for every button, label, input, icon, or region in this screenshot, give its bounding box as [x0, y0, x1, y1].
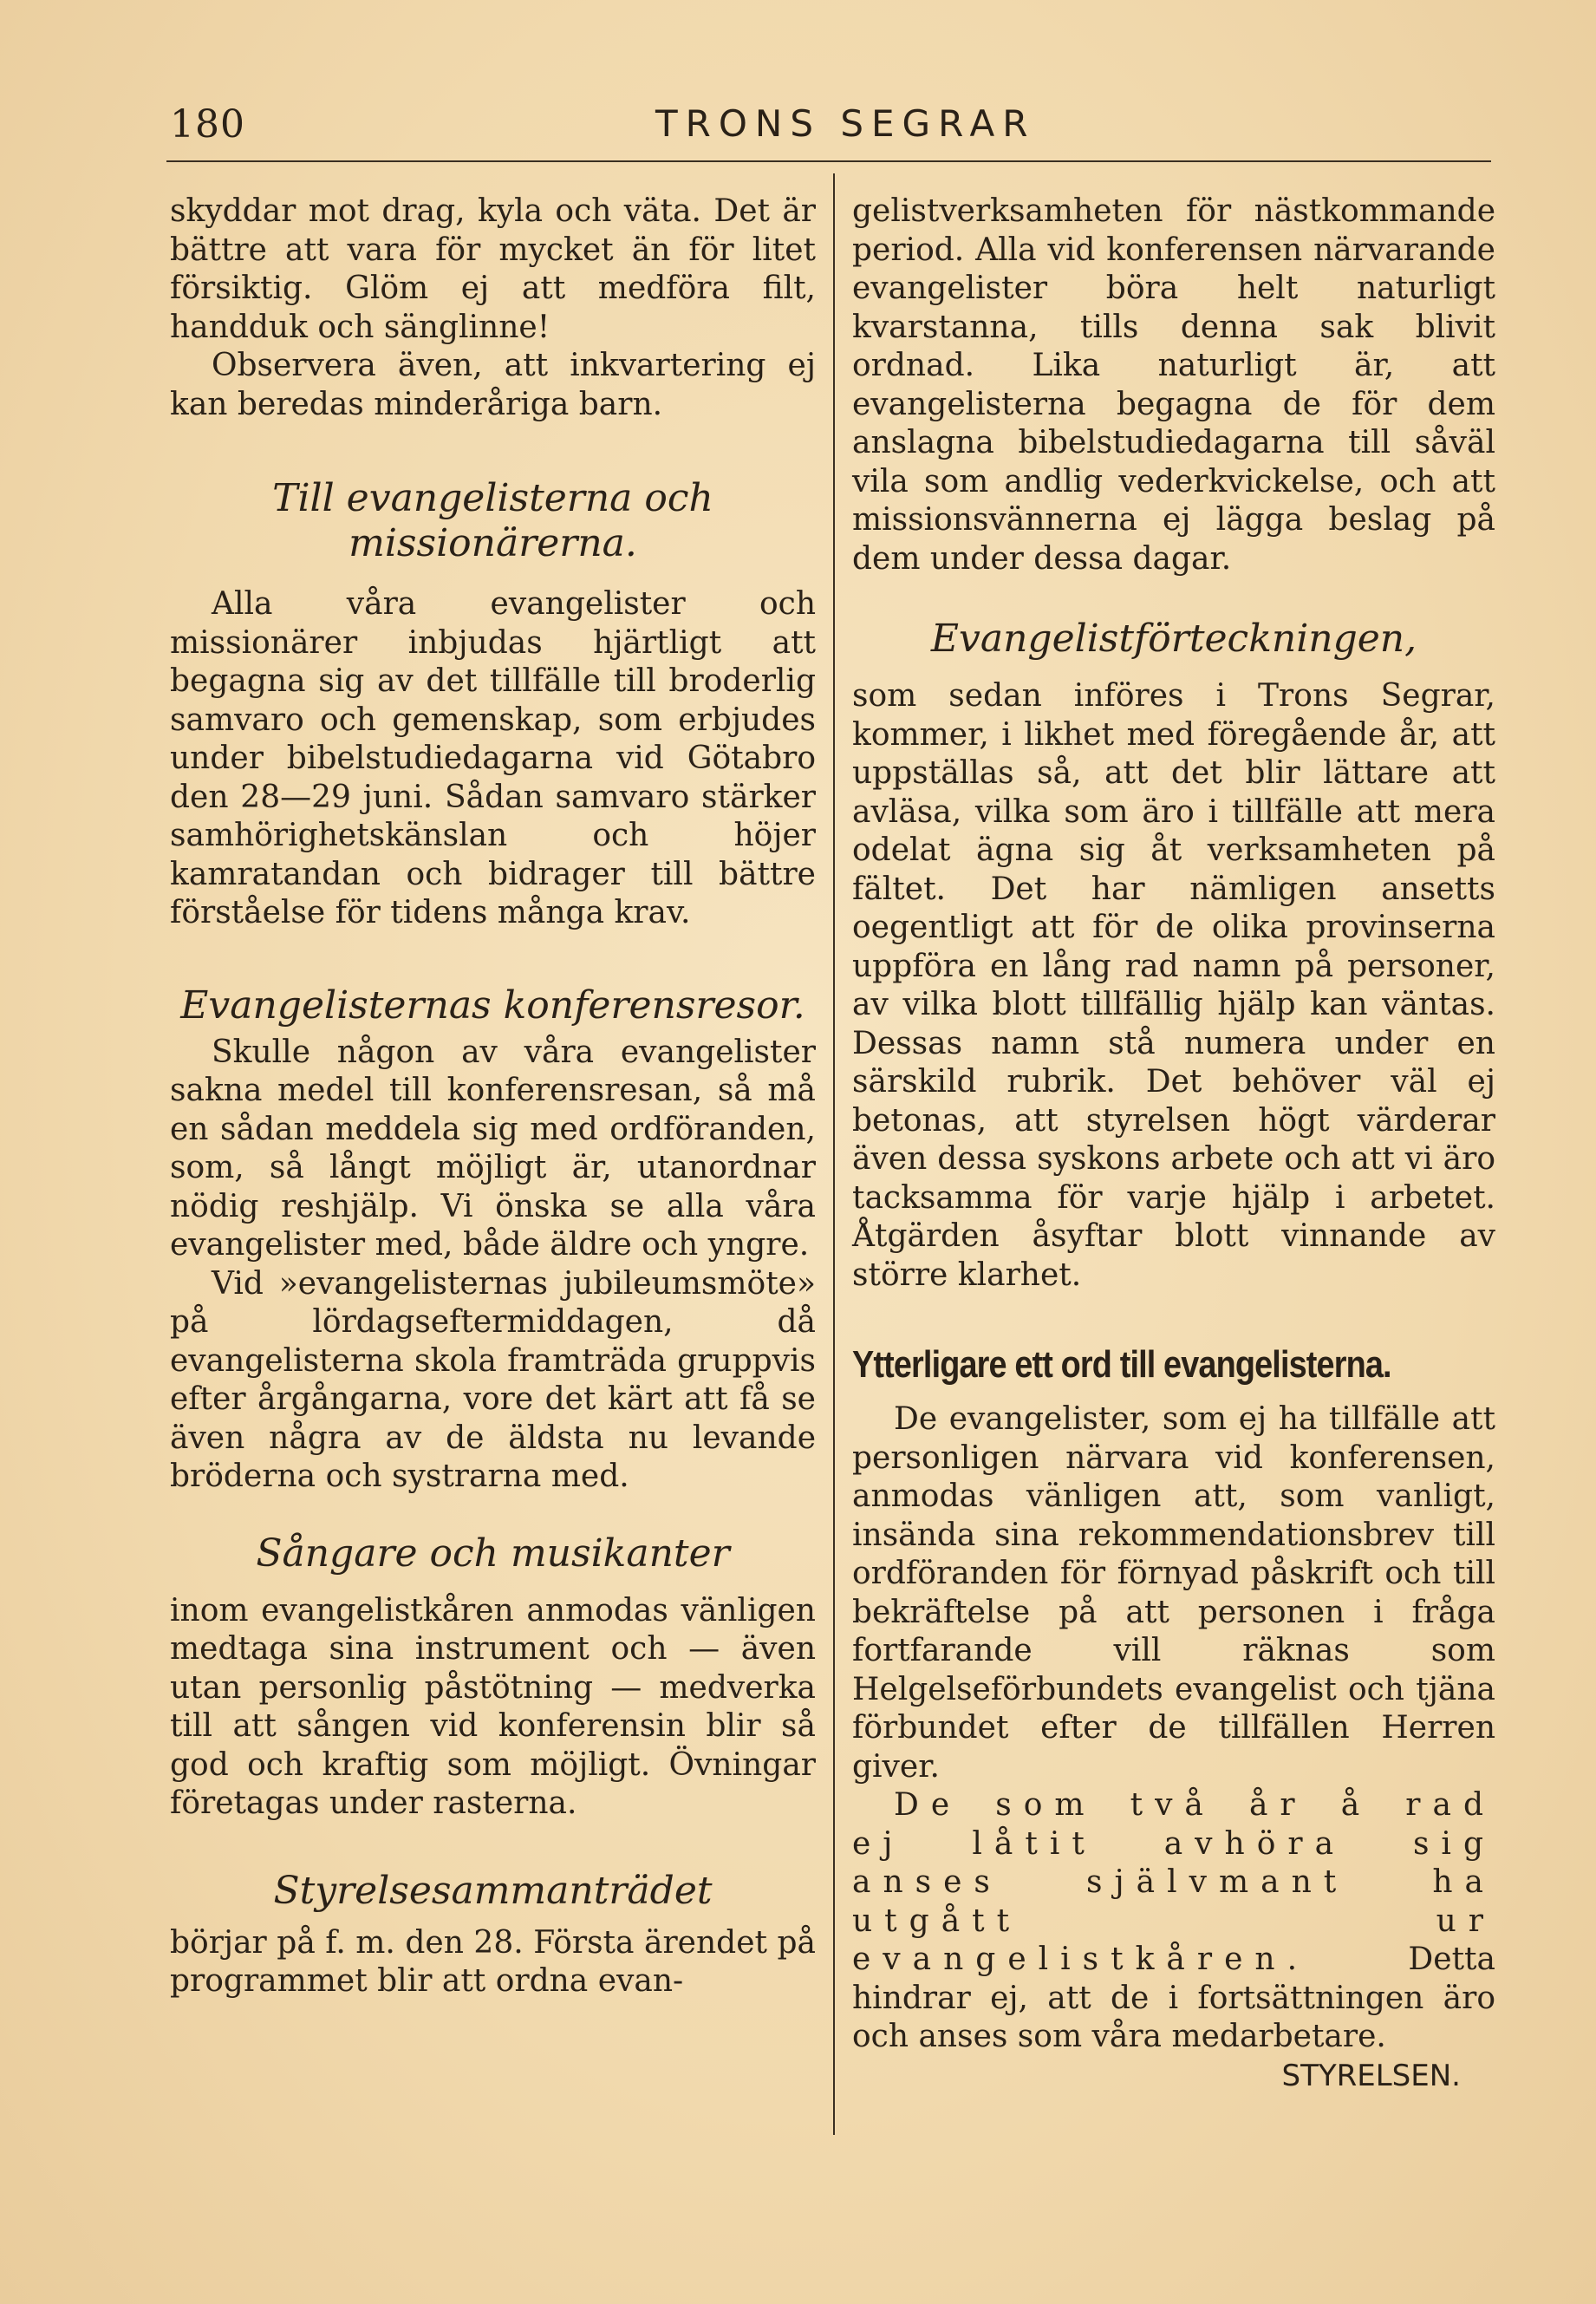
page-number: 180 — [170, 102, 245, 147]
column-divider — [833, 173, 835, 2135]
body-travel-1: Skulle någon av våra evangelister sakna medel till konferensresan, så må en sådan meddela sig med ordföranden, som, så långt möjligt är, utanordnar nödig reshjälp. Vi önska se alla våra evangelister med, både äldre och yngre. — [170, 1034, 816, 1263]
right-column — [852, 193, 1495, 2095]
body-further-2-rest: Detta hindrar ej, att de i fortsättningen äro och anses som våra medarbetare. — [852, 1942, 1495, 2054]
heading-directory: Evangelistförteckningen, — [930, 617, 1417, 661]
signature: STYRELSEN. — [1281, 2058, 1461, 2093]
body-further-1: De evangelister, som ej ha tillfälle att personligen närvara vid konferensen, anmodas vänligen att, som vanligt, insända sina rekommendationsbrev till ordföranden för förnyad påskrift och till bekräftelse på att personen i fråga fortfarande vill räknas som Helgelseförbundets evangelist och tjäna förbundet efter de tillfällen Herren giver. — [852, 1401, 1495, 1785]
body-travel-2: Vid »evangelisternas jubileumsmöte» på lördagseftermiddagen, då evangelisterna skola framträda gruppvis efter årgångarna, vore det kärt att få se även några av de äldsta nu levande bröderna och systrarna med. — [170, 1265, 816, 1494]
body-board: börjar på f. m. den 28. Första ärendet på programmet blir att ordna evan- — [170, 1924, 816, 1999]
body-further-2 — [852, 1786, 1495, 2057]
left-column — [170, 193, 816, 2001]
running-head: TRONS SEGRAR — [655, 102, 1036, 145]
heading-missionaries: Till evangelisterna och missionärerna. — [272, 476, 713, 565]
heading-singers: Sångare och musikanter — [256, 1531, 730, 1576]
continuation-paragraph: gelistverksamheten för nästkommande period. Alla vid konferensen närvarande evangelister böra helt naturligt kvarstanna, tills denna sak blivit ordnad. Lika naturligt är, att evangelisterna begagna de för dem anslagna bibelstudiedagarna till såväl vila som andlig vederkvickelse, och att missionsvännerna ej lägga beslag på dem under dessa dagar. — [852, 193, 1495, 577]
body-singers: inom evangelistkåren anmodas vänligen medtaga sina instrument och — även utan personlig påstötning — medverka till att sången vid konferensin blir så god och kraftig som möjligt. Övningar företagas under rasterna. — [170, 1592, 816, 1821]
intro-paragraph: skyddar mot drag, kyla och väta. Det är bättre att vara för mycket än för litet försiktig. Glöm ej att medföra filt, handduk och sänglinne! — [170, 193, 816, 345]
header-rule — [166, 160, 1491, 162]
spaced-text: De som två år å rad ej låtit avhöra sig anses självmant ha utgått ur evangelistkåren. — [852, 1787, 1495, 1977]
body-missionaries: Alla våra evangelister och missionärer inbjudas hjärtligt att begagna sig av det tillfälle till broderlig samvaro och gemenskap, som erbjudes under bibelstudiedagarna vid Götabro den 28—29 juni. Sådan samvaro stärker samhörighetskänslan och höjer kamratandan och bidrager till bättre förståelse för tidens många krav. — [170, 586, 816, 930]
observe-paragraph: Observera även, att inkvartering ej kan beredas minderåriga barn. — [170, 348, 816, 422]
heading-travel: Evangelisternas konferensresor. — [180, 982, 805, 1028]
heading-further: Ytterligare ett ord till evangelisterna. — [852, 1343, 1391, 1386]
heading-board: Styrelsesammanträdet — [273, 1868, 713, 1913]
body-directory: som sedan införes i Trons Segrar, kommer, i likhet med föregående år, att uppställas så, att det blir lättare att avläsa, vilka som äro i tillfälle att mera odelat ägna sig åt verksamheten på fältet. Det har nämligen ansetts oegentligt att för de olika provinserna uppföra en lång rad namn på personer, av vilka blott tillfällig hjälp kan väntas. Dessas namn stå numera under en särskild rubrik. Det behöver väl ej betonas, att styrelsen högt värderar även dessa syskons arbete och att vi äro tacksamma för varje hjälp i arbetet. Åtgärden åsyftar blott vinnande av större klarhet. — [852, 678, 1495, 1293]
